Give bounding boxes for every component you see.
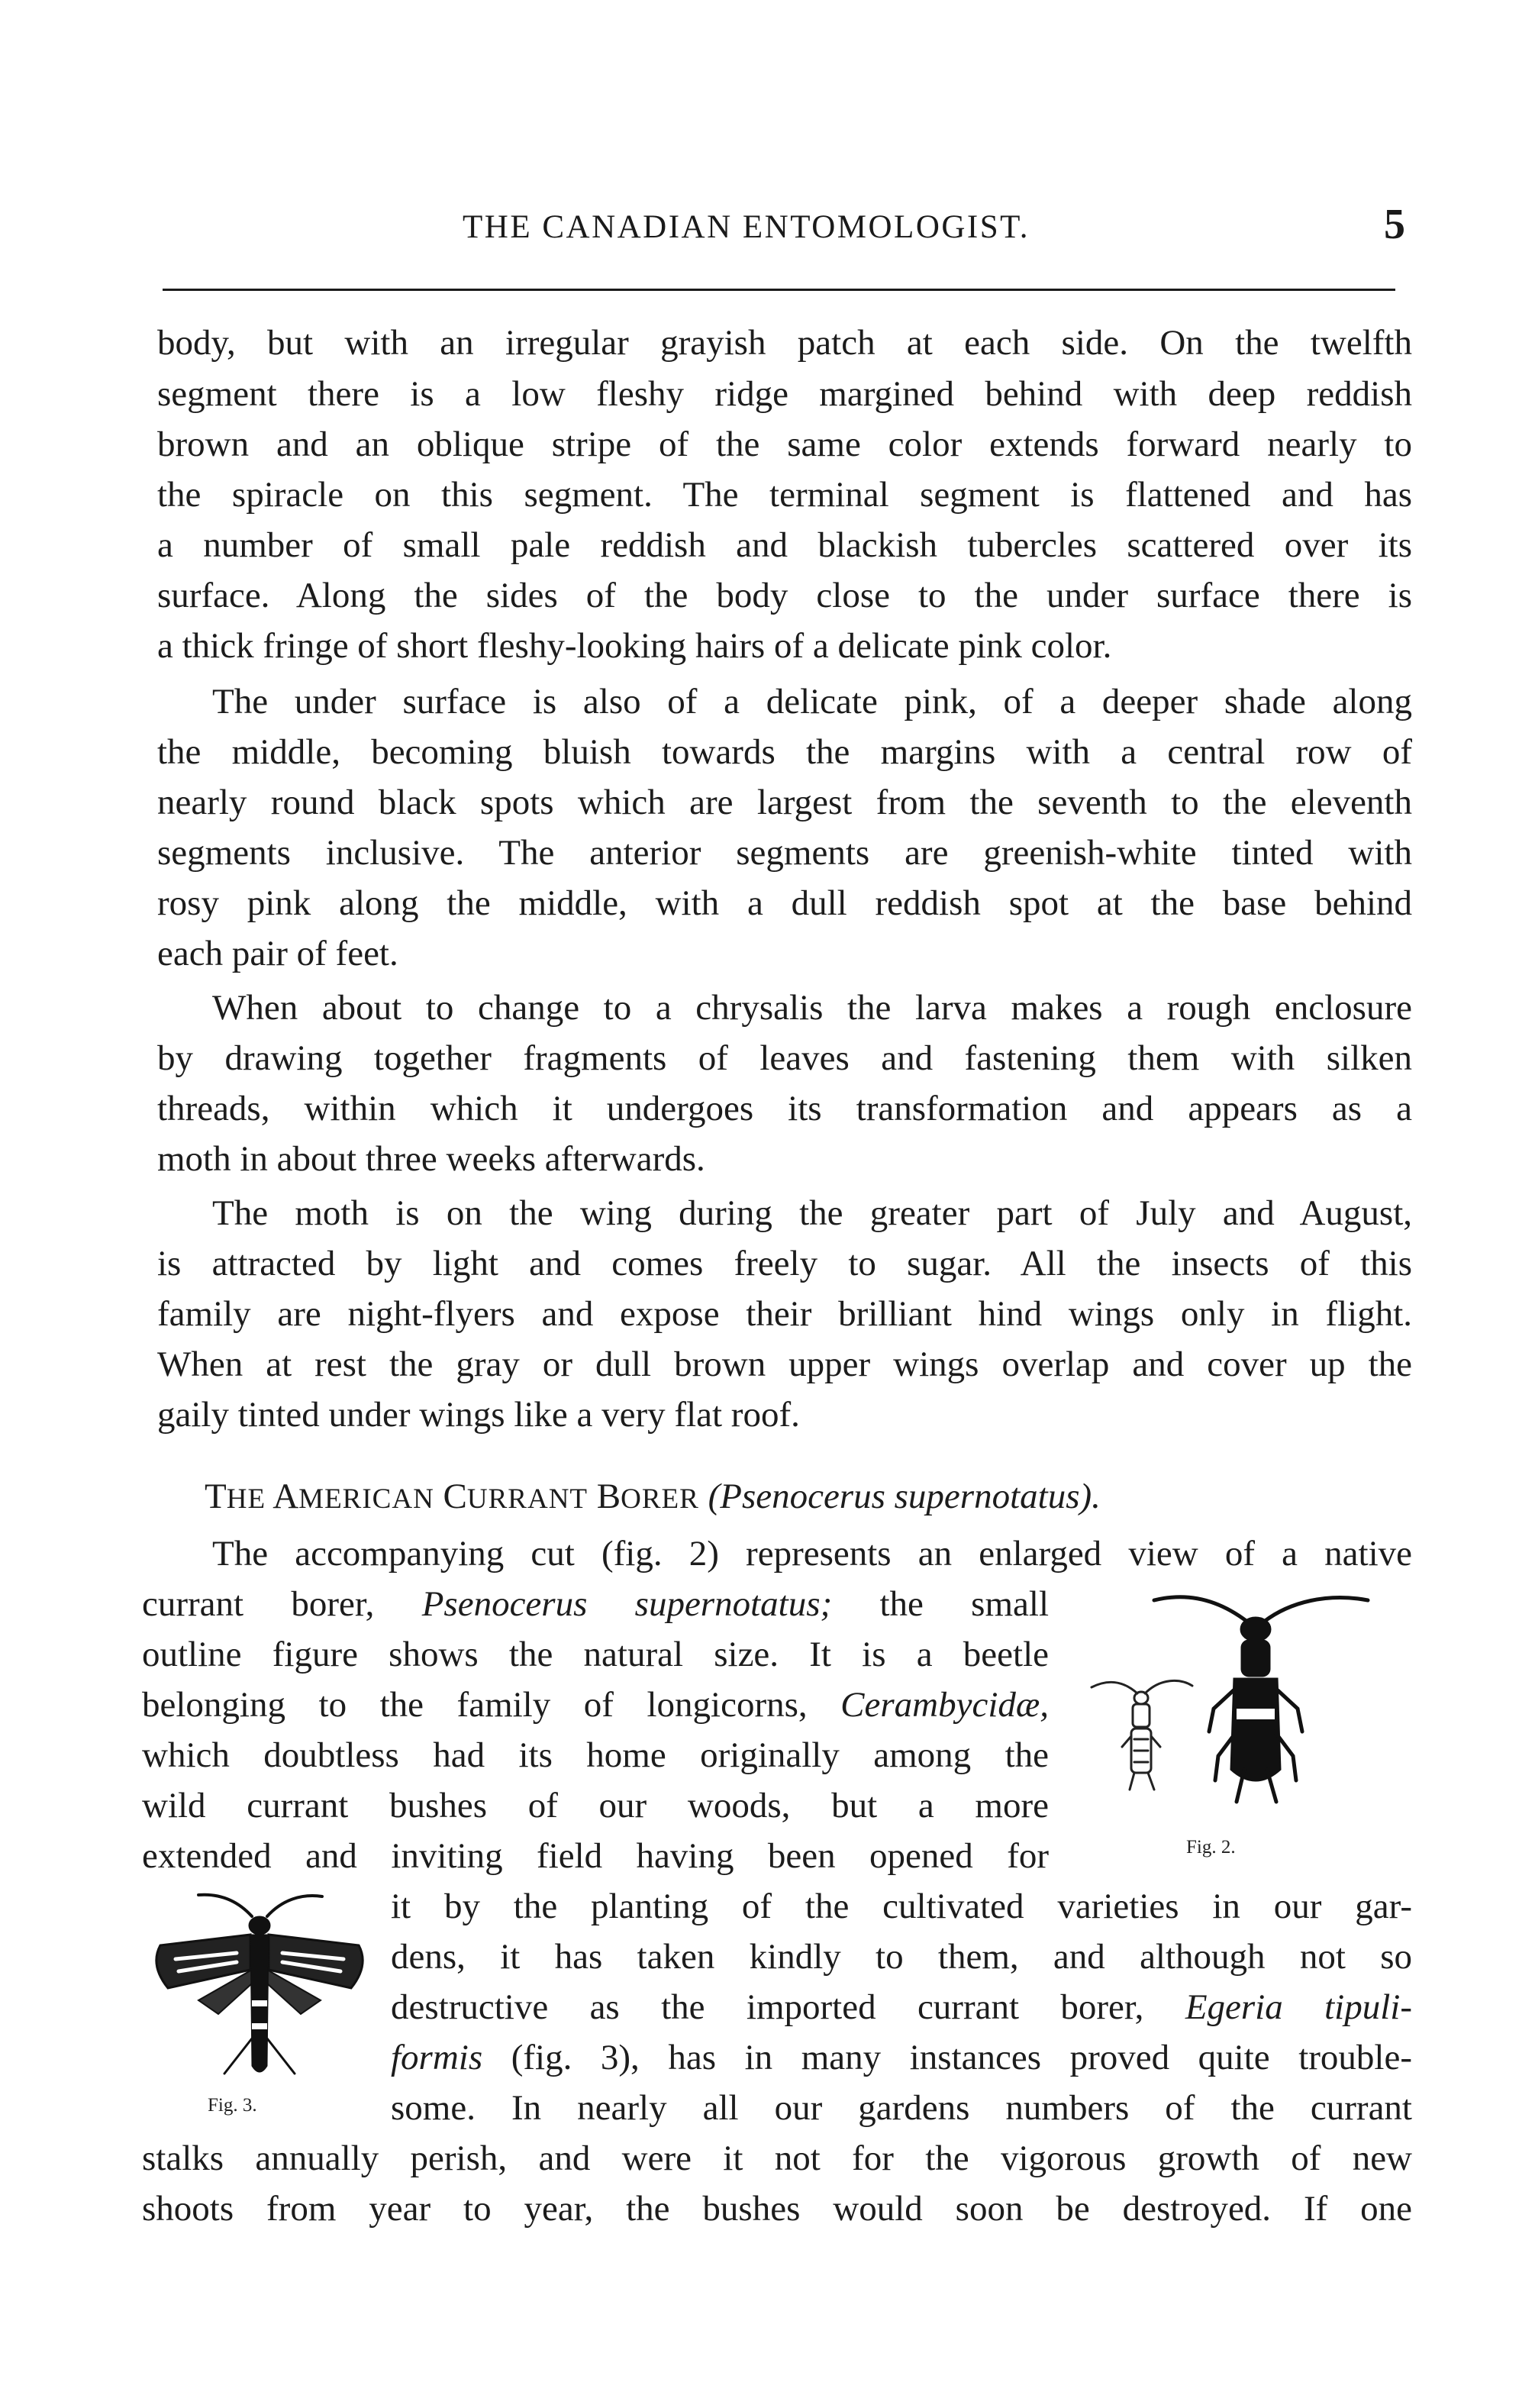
- text-line: The accompanying cut (fig. 2) represents an enlarged view of a native: [212, 1534, 1412, 1574]
- section-heading: THE AMERICAN CURRANT BORER (Psenocerus supernotatus).: [205, 1477, 1101, 1516]
- text-line: which doubtless had its home originally among the: [142, 1735, 1049, 1775]
- text-line: gaily tinted under wings like a very flat roof.: [157, 1395, 800, 1435]
- text-line: outline figure shows the natural size. It is a beetle: [142, 1635, 1049, 1674]
- text-line: the middle, becoming bluish towards the margins with a central row of: [157, 732, 1412, 772]
- text-line: segment there is a low fleshy ridge margined behind with deep reddish: [157, 374, 1412, 414]
- text-line: destructive as the imported currant borer, Egeria tipuli-: [391, 1987, 1412, 2027]
- text-line: When about to change to a chrysalis the larva makes a rough enclosure: [212, 988, 1412, 1028]
- text-line: surface. Along the sides of the body close to the under surface there is: [157, 576, 1412, 615]
- text-line: The under surface is also of a delicate pink, of a deeper shade along: [212, 682, 1412, 721]
- text-line: wild currant bushes of our woods, but a more: [142, 1786, 1049, 1825]
- text-line: stalks annually perish, and were it not for the vigorous growth of new: [142, 2138, 1412, 2178]
- text-line: a thick fringe of short fleshy-looking hairs of a delicate pink color.: [157, 626, 1112, 666]
- text-line: each pair of feet.: [157, 934, 398, 973]
- text-line: a number of small pale reddish and blackish tubercles scattered over its: [157, 525, 1412, 565]
- text-line: body, but with an irregular grayish patch at each side. On the twelfth: [157, 323, 1412, 363]
- beetle-illustration: [1084, 1579, 1420, 1831]
- section-heading-latin: (Psenocerus supernotatus).: [708, 1477, 1101, 1516]
- text-line: currant borer, Psenocerus supernotatus; the small: [142, 1584, 1049, 1624]
- text-line: nearly round black spots which are largest from the seventh to the eleventh: [157, 783, 1412, 822]
- text-line: When at rest the gray or dull brown upper wings overlap and cover up the: [157, 1344, 1412, 1384]
- text-line: extended and inviting field having been opened for: [142, 1836, 1049, 1876]
- text-line: by drawing together fragments of leaves and fastening them with silken: [157, 1038, 1412, 1078]
- text-line: some. In nearly all our gardens numbers of the currant: [391, 2088, 1412, 2128]
- small-beetle-outline-icon: [1092, 1680, 1192, 1790]
- header-rule: [163, 289, 1395, 291]
- text-line: threads, within which it undergoes its transformation and appears as a: [157, 1089, 1412, 1128]
- text-line: belonging to the family of longicorns, Cerambycidæ,: [142, 1685, 1049, 1725]
- large-beetle-icon: [1154, 1597, 1368, 1802]
- text-line: is attracted by light and comes freely to sugar. All the insects of this: [157, 1244, 1412, 1283]
- text-line: the spiracle on this segment. The terminal segment is flattened and has: [157, 475, 1412, 515]
- running-header: THE CANADIAN ENTOMOLOGIST.: [463, 209, 1030, 245]
- text-line: family are night-flyers and expose their brilliant hind wings only in flight.: [157, 1294, 1412, 1334]
- figure-2-caption: Fig. 2.: [1186, 1837, 1236, 1858]
- text-line: it by the planting of the cultivated varieties in our gar-: [391, 1887, 1412, 1926]
- text-line: brown and an oblique stripe of the same color extends forward nearly to: [157, 424, 1412, 464]
- text-line: moth in about three weeks afterwards.: [157, 1139, 705, 1179]
- text-line: segments inclusive. The anterior segments are greenish-white tinted with: [157, 833, 1412, 873]
- figure-3-caption: Fig. 3.: [208, 2095, 257, 2116]
- text-line: dens, it has taken kindly to them, and although not so: [391, 1937, 1412, 1977]
- clearwing-moth-icon: [156, 1895, 363, 2074]
- text-line: rosy pink along the middle, with a dull reddish spot at the base behind: [157, 883, 1412, 923]
- moth-illustration: [145, 1886, 374, 2100]
- page-number: 5: [1384, 201, 1405, 248]
- text-line: formis (fig. 3), has in many instances proved quite trouble-: [391, 2038, 1412, 2077]
- text-line: The moth is on the wing during the greater part of July and August,: [212, 1193, 1412, 1233]
- text-line: shoots from year to year, the bushes would soon be destroyed. If one: [142, 2189, 1412, 2229]
